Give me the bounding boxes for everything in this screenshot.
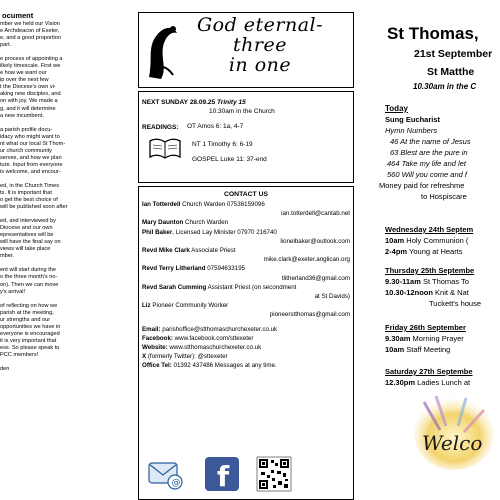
contact-role: Pioneer Community Worker xyxy=(150,302,229,310)
event-text: Holy Communion ( xyxy=(404,236,469,245)
welcome-graphic xyxy=(414,392,500,472)
contact-name: Mary Daunton xyxy=(142,219,184,227)
left-text-line: ip over the next few xyxy=(0,77,49,84)
contact-name: Revd Terry Litherland xyxy=(142,265,206,273)
wednesday-heading: Wednesday 24th Septem xyxy=(385,225,474,234)
parish-website xyxy=(142,343,350,352)
today-heading: Today xyxy=(385,104,408,113)
left-text-line: a parish profile docu- xyxy=(0,126,53,133)
left-text-line: ed, in the Church Times xyxy=(0,182,60,189)
contact-list xyxy=(142,200,350,371)
parish-x xyxy=(142,352,350,361)
event-time: 9.30am xyxy=(385,334,411,343)
left-text-line xyxy=(0,120,124,127)
reading-nt: NT 1 Timothy 6: 6-19 xyxy=(192,141,253,148)
logo-line-1: God eternal- xyxy=(196,14,324,36)
reading-ot: OT Amos 6: 1a, 4-7 xyxy=(187,123,244,130)
event-text: Staff Meeting xyxy=(404,345,451,354)
next-sunday-label: NEXT SUNDAY xyxy=(142,99,188,106)
wednesday-item-2 xyxy=(385,247,463,256)
contact-name: Liz xyxy=(142,302,151,310)
event-text: St Thomas To xyxy=(420,277,469,286)
hymn-1: 46 At the name of Jesus xyxy=(390,137,471,146)
left-text-line: e Archdeacon of Exeter, xyxy=(0,28,60,35)
contact-phil xyxy=(142,228,350,237)
email-link[interactable]: parishoffice@stthomaschurchexeter.co.uk xyxy=(160,325,278,333)
event-time: 2-4pm xyxy=(385,247,408,256)
facebook-icon[interactable] xyxy=(205,457,239,493)
left-text-line: it is very important that xyxy=(0,337,57,344)
x-link[interactable]: (formerly Twitter): @sttexeter xyxy=(146,353,228,361)
office-label: Office Tel: xyxy=(142,362,172,370)
logo-line-2: three xyxy=(233,34,287,56)
next-sunday-line xyxy=(142,99,246,106)
left-text-line xyxy=(0,49,124,56)
contact-ian-email[interactable]: ian.totterdell@cantab.net xyxy=(281,210,350,218)
saturday-item-1 xyxy=(385,378,470,387)
contact-mary xyxy=(142,218,350,227)
hymn-2: 63 Blest are the pure in xyxy=(390,148,468,157)
contact-role: Associate Priest xyxy=(189,247,236,255)
left-text-line: ur strengths and our xyxy=(0,316,51,323)
left-text-line: den xyxy=(0,365,10,372)
left-text-line: is welcome, and encour- xyxy=(0,168,61,175)
left-text-line: ur church community xyxy=(0,147,52,154)
left-text-line: on with joy. We made a xyxy=(0,98,58,105)
left-heading: ocument xyxy=(2,11,34,20)
left-text-line: g, and it will determine xyxy=(0,105,56,112)
contact-liz-email[interactable]: pioneerstthomas@gmail.com xyxy=(269,311,350,319)
hymn-3: 464 Take my life and let xyxy=(387,159,466,168)
contact-role: Church Warden 07536159096 xyxy=(180,201,265,208)
parish-office xyxy=(142,361,350,370)
left-text-line: nt what our local St Thom- xyxy=(0,140,66,147)
next-sunday-trinity: Trinity 15 xyxy=(216,99,246,106)
refreshments-charity: to Hospiscare xyxy=(421,192,467,201)
parish-email xyxy=(142,325,350,334)
event-time: 12.30pm xyxy=(385,378,416,387)
x-label: X xyxy=(142,353,147,361)
next-sunday-location: 10.30am in the Church xyxy=(209,108,275,115)
friday-item-1 xyxy=(385,334,464,343)
contact-sarah xyxy=(142,283,350,292)
svg-text:@: @ xyxy=(171,478,181,488)
contact-liz xyxy=(142,301,350,310)
contact-sarah-extra: at St Davids) xyxy=(314,293,350,301)
contact-mike-email[interactable]: mike.clark@exeter.anglican.org xyxy=(263,256,350,264)
contact-role: Assistant Priest (on secondment xyxy=(206,283,297,291)
parish-facebook xyxy=(142,334,350,343)
reading-gospel: GOSPEL Luke 11: 37-end xyxy=(192,156,267,163)
left-text-line: e, and a good proportion xyxy=(0,35,61,42)
thursday-item-2 xyxy=(385,288,469,297)
left-body-text xyxy=(0,21,124,373)
contact-terry xyxy=(142,264,350,273)
website-label: Website: xyxy=(142,344,168,352)
event-time: 10.30-12noon xyxy=(385,288,433,297)
thursday-item-2-location: Tuckett's house xyxy=(429,299,482,308)
left-column xyxy=(0,0,128,500)
left-text-line xyxy=(0,296,124,303)
left-text-line xyxy=(0,211,124,218)
left-text-line: idacy who might want to xyxy=(0,133,60,140)
event-time: 10am xyxy=(385,236,405,245)
left-text-line: ture. Input from everyone xyxy=(0,161,63,168)
svg-text:f: f xyxy=(217,460,230,493)
saturday-heading: Saturday 27th Septembe xyxy=(385,367,473,376)
contact-role: 07594633195 xyxy=(205,265,246,273)
left-text-line: opportunities we have in xyxy=(0,323,61,330)
logo-line-3: in one xyxy=(228,54,292,76)
left-text-line: on). Then we can move xyxy=(0,281,59,288)
thursday-item-1 xyxy=(385,277,469,286)
event-text: Knit & Nat xyxy=(432,288,469,297)
right-column xyxy=(374,0,500,500)
open-bible-icon xyxy=(148,135,182,161)
left-text-line: Diocese and our own xyxy=(0,225,53,232)
left-text-line: ed, and interviewed by xyxy=(0,218,56,225)
left-text-line: ts. It is important that xyxy=(0,189,52,196)
left-text-line: parish at the meeting, xyxy=(0,309,54,316)
thursday-heading: Thursday 25th Septembe xyxy=(385,266,475,275)
left-text-line xyxy=(0,359,124,366)
contact-phil-email[interactable]: lionelbaker@outlook.com xyxy=(280,237,350,245)
contact-mike xyxy=(142,246,350,255)
next-sunday-box xyxy=(138,91,354,183)
contact-ian xyxy=(142,200,350,209)
contact-name: Revd Mike Clark xyxy=(142,247,190,255)
contact-name: Phil Baker xyxy=(142,228,173,236)
left-text-line: e how we want our xyxy=(0,70,47,77)
left-text-line: part. xyxy=(0,42,12,49)
left-text-line: of reflecting on how we xyxy=(0,302,58,309)
facebook-link[interactable]: www.facebook.com/sttexeter xyxy=(172,334,254,342)
left-text-line: epresentatives will be xyxy=(0,232,54,239)
left-text-line: mber. xyxy=(0,253,14,260)
left-text-line: aking new disciples, and xyxy=(0,91,61,98)
friday-heading: Friday 26th September xyxy=(385,323,466,332)
left-text-line: a new incumbent. xyxy=(0,112,44,119)
welcome-text: Welco xyxy=(422,431,483,455)
website-link[interactable]: www.stthomaschurchexeter.co.uk xyxy=(167,344,262,352)
contact-terry-email[interactable]: tlitherland36@gmail.com xyxy=(281,274,350,282)
facebook-label: Facebook: xyxy=(142,334,173,342)
readings-label: READINGS: xyxy=(142,124,179,131)
logo-banner xyxy=(138,12,354,88)
sung-eucharist: Sung Eucharist xyxy=(385,115,441,124)
middle-column xyxy=(138,0,356,500)
left-text-line: ess. So please speak to xyxy=(0,344,60,351)
contact-role: , Licensed Lay Minister 07970 216740 xyxy=(172,228,277,236)
church-title: St Thomas, xyxy=(387,24,479,43)
left-text-line: mber we held our Vision xyxy=(0,21,60,27)
next-sunday-date: 28.09.25 xyxy=(189,99,216,106)
wednesday-item-1 xyxy=(385,236,468,245)
contact-name: Revd Sarah Cumming xyxy=(142,283,207,291)
event-text: Morning Prayer xyxy=(410,334,464,343)
left-text-line: will be published soon after xyxy=(0,204,68,211)
left-text-line: ilkely timescale. First we xyxy=(0,63,61,70)
hymn-4: 560 Will you come and f xyxy=(387,170,467,179)
contact-icons xyxy=(139,451,355,496)
email-label: Email: xyxy=(142,325,161,333)
hymn-numbers-label: Hymn Numbers xyxy=(385,126,438,135)
service-date: 21st September xyxy=(414,48,493,60)
event-text: Ladies Lunch at xyxy=(415,378,471,387)
email-icon[interactable] xyxy=(149,463,182,489)
logo-text xyxy=(167,15,353,75)
left-text-line: y's arrival! xyxy=(0,288,25,295)
feast-name: St Matthe xyxy=(427,66,475,78)
qr-code-icon[interactable] xyxy=(257,457,291,491)
left-text-line: serves, and how we plan xyxy=(0,154,62,161)
refreshments-note: Money paid for refreshme xyxy=(379,181,465,190)
left-text-line: views will take place xyxy=(0,246,51,253)
left-text-line: o the three month's no- xyxy=(0,274,58,281)
friday-item-2 xyxy=(385,345,450,354)
left-text-line: t the Diocese's own vi- xyxy=(0,84,56,91)
left-text-line: PCC members! xyxy=(0,351,39,358)
event-time: 10am xyxy=(385,345,405,354)
event-time: 9.30-11am xyxy=(385,277,421,286)
left-text-line: e process of appointing a xyxy=(0,56,63,63)
left-text-line xyxy=(0,176,124,183)
service-time-place: 10.30am in the C xyxy=(413,82,477,91)
left-text-line: everyone is encouraged xyxy=(0,330,60,337)
event-text: Young at Hearts xyxy=(407,247,463,256)
contact-name: Ian Totterdell xyxy=(142,201,181,208)
contact-heading: CONTACT US xyxy=(223,191,269,198)
office-phone: 01392 437486 Messages at any time. xyxy=(171,362,277,370)
left-text-line: o get the best choice of xyxy=(0,197,58,204)
contact-box xyxy=(138,186,354,500)
left-text-line xyxy=(0,260,124,267)
left-text-line: ent will start during the xyxy=(0,267,56,274)
left-text-line: will have the final say on xyxy=(0,239,61,246)
contact-role: Church Warden xyxy=(183,219,229,227)
